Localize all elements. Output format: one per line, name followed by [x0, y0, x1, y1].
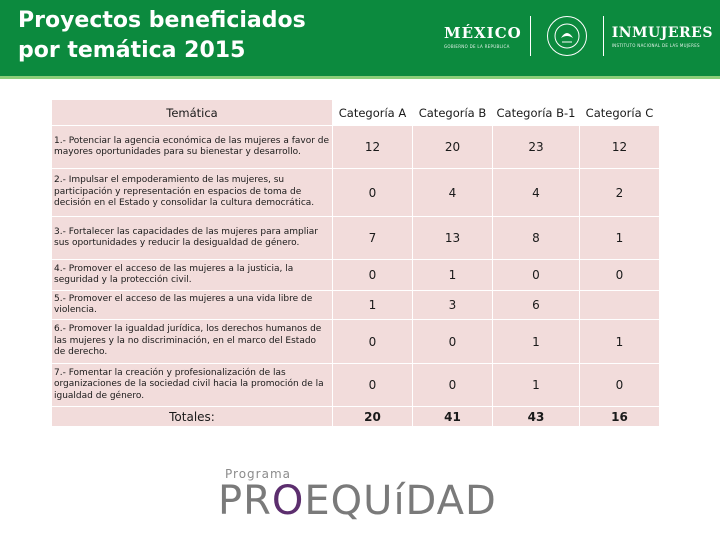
title-line-1: Proyectos beneficiados [18, 8, 306, 33]
page-title [18, 6, 306, 66]
proequidad-logo: PROEQUíDAD [218, 478, 497, 524]
divider [530, 16, 531, 56]
table-row: 7.- Fomentar la creación y profesionalización de las organizaciones de la sociedad civil hacia la promoción de la igualdad de género. 0 0 1 0 [52, 364, 660, 407]
programa-label: Programa [225, 467, 291, 481]
government-logos [444, 14, 713, 58]
header-cat-b: Categoría B [413, 100, 493, 126]
eagle-seal-icon [547, 16, 587, 56]
header-cat-b1: Categoría B-1 [493, 100, 580, 126]
divider [603, 16, 604, 56]
header-tematica: Temática [52, 100, 333, 126]
header-stripe [0, 76, 720, 79]
header-cat-c: Categoría C [580, 100, 660, 126]
table-row: 1.- Potenciar la agencia económica de las mujeres a favor de mayores oportunidades para su bienestar y desarrollo. 12 20 23 12 [52, 126, 660, 169]
table-row: 5.- Promover el acceso de las mujeres a una vida libre de violencia. 1 3 6 [52, 291, 660, 320]
header-cat-a: Categoría A [333, 100, 413, 126]
table-row: 2.- Impulsar el empoderamiento de las mujeres, su participación y representación en espacios de toma de decisión en el Estado y consolidar la cultura democrática. 0 4 4 2 [52, 169, 660, 217]
title-line-2: por temática 2015 [18, 38, 246, 63]
table-row: 6.- Promover la igualdad jurídica, los derechos humanos de las mujeres y la no discriminación, en el marco del Estado de derecho. 0 0 1 1 [52, 320, 660, 364]
inmujeres-logo: INMUJERES INSTITUTO NACIONAL DE LAS MUJERES [611, 24, 713, 48]
projects-table [51, 99, 660, 427]
totals-row: Totales: 20 41 43 16 [52, 407, 660, 427]
table-row: 4.- Promover el acceso de las mujeres a la justicia, la seguridad y la protección civil. 0 1 0 0 [52, 260, 660, 291]
mexico-logo: MÉXICO GOBIERNO DE LA REPÚBLICA [444, 23, 522, 49]
table-row: 3.- Fortalecer las capacidades de las mujeres para ampliar sus oportunidades y reducir la desigualdad de género. 7 13 8 1 [52, 217, 660, 260]
table-header-row [52, 100, 660, 126]
